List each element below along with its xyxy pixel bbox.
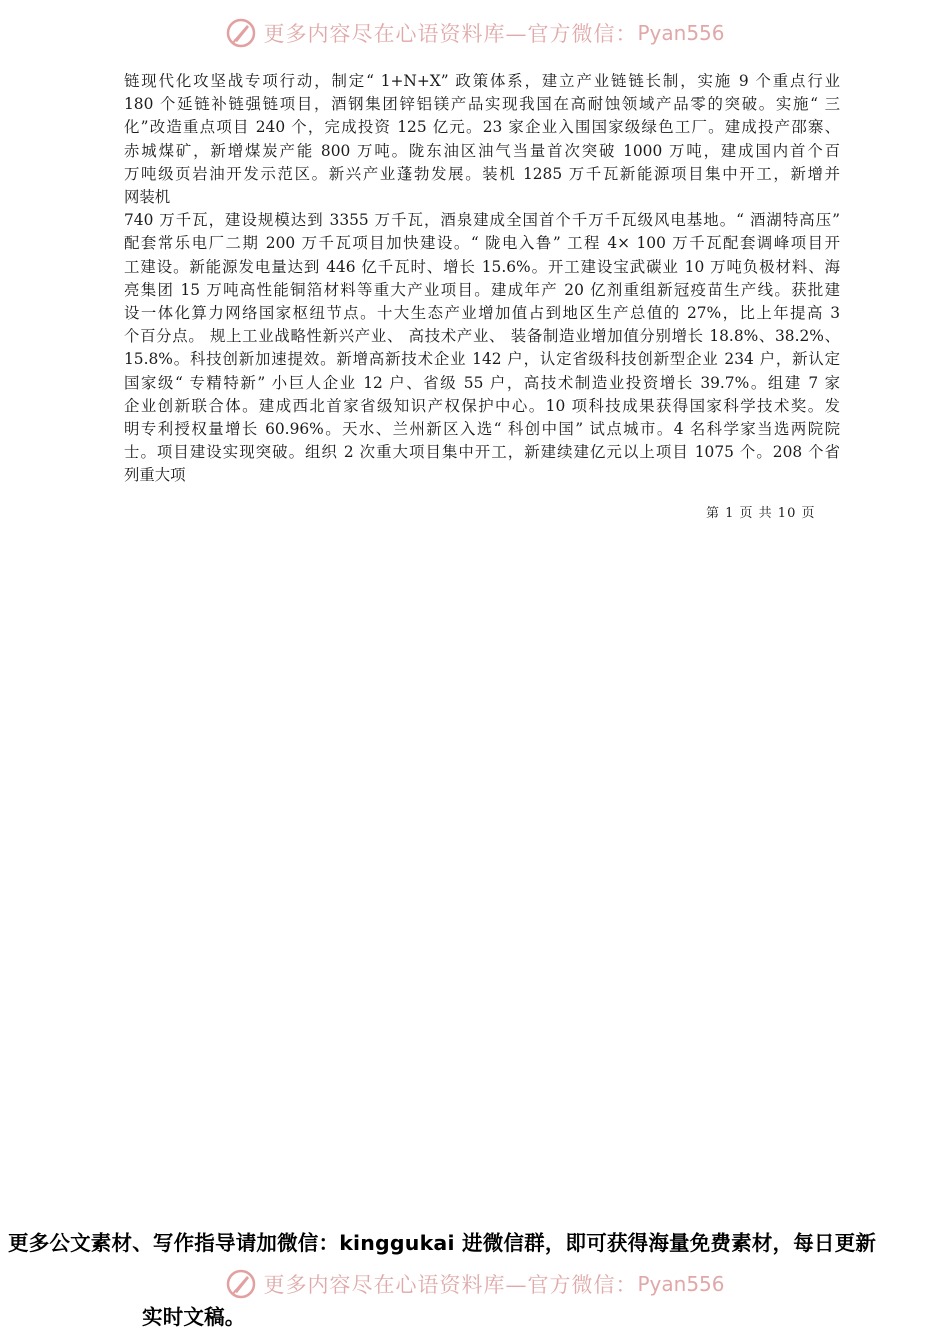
body-line: 明专利授权量增长 60.96%。天水、兰州新区入选“ 科创中国” 试点城市。4 名科学家当选两院院: [124, 420, 840, 439]
promo-line-1: 更多公文素材、写作指导请加微信：kinggukai 进微信群，即可获得海量免费素材，每日更新: [8, 1231, 877, 1255]
body-line: 国家级“ 专精特新” 小巨人企业 12 户、省级 55 户，高技术制造业投资增长 39.7%。组建 7 家: [124, 373, 840, 392]
promo-line-2: 实时文稿。: [142, 1305, 246, 1329]
body-line: 740 万千瓦，建设规模达到 3355 万千瓦，酒泉建成全国首个千万千瓦级风电基地。“ 酒湖特高压”: [124, 211, 840, 230]
quill-logo-icon: [225, 1268, 257, 1300]
body-line: 工建设。新能源发电量达到 446 亿千瓦时、增长 15.6%。开工建设宝武碳业 10 万吨负极材料、海: [124, 257, 840, 276]
document-body: [124, 70, 840, 488]
body-line: 亮集团 15 万吨高性能铜箔材料等重大产业项目。建成年产 20 亿剂重组新冠疫苗生产线。获批建: [124, 280, 840, 299]
body-line: 15.8%。科技创新加速提效。新增高新技术企业 142 户，认定省级科技创新型企业 234 户，新认定: [124, 350, 840, 369]
body-line: 万吨级页岩油开发示范区。新兴产业蓬勃发展。装机 1285 万千瓦新能源项目集中开工，新增并: [124, 164, 840, 183]
body-line: 链现代化攻坚战专项行动，制定“ 1+N+X” 政策体系，建立产业链链长制，实施 9 个重点行业: [124, 72, 840, 90]
watermark-text: 更多内容尽在心语资料库—官方微信：: [263, 22, 638, 46]
body-line: 列重大项: [124, 466, 186, 485]
watermark-footer: [0, 1268, 950, 1300]
body-line: 化”改造重点项目 240 个，完成投资 125 亿元。23 家企业入围国家级绿色工厂。建成投产邵寨、: [124, 118, 840, 137]
body-line: 企业创新联合体。建成西北首家省级知识产权保护中心。10 项科技成果获得国家科学技术奖。发: [124, 396, 840, 415]
body-line: 个百分点。 规上工业战略性新兴产业、 高技术产业、 装备制造业增加值分别增长 18.8%、38.2%、: [124, 327, 840, 346]
body-line: 网装机: [124, 188, 171, 207]
watermark-id: Pyan556: [637, 21, 725, 45]
quill-logo-icon: [225, 17, 257, 49]
watermark-header: [0, 17, 950, 49]
body-line: 配套常乐电厂二期 200 万千瓦项目加快建设。“ 陇电入鲁” 工程 4× 100 万千瓦配套调峰项目开: [124, 234, 840, 253]
body-line: 士。项目建设实现突破。组织 2 次重大项目集中开工，新建续建亿元以上项目 1075 个。208 个省: [124, 443, 840, 462]
page-number: 第 1 页 共 10 页: [706, 506, 816, 521]
body-line: 设一体化算力网络国家枢纽节点。十大生态产业增加值占到地区生产总值的 27%，比上年提高 3: [124, 304, 840, 323]
watermark-id: Pyan556: [637, 1272, 725, 1296]
body-line: 赤城煤矿，新增煤炭产能 800 万吨。陇东油区油气当量首次突破 1000 万吨，建成国内首个百: [124, 141, 840, 160]
body-line: 180 个延链补链强链项目，酒钢集团锌铝镁产品实现我国在高耐蚀领域产品零的突破。实施“ 三: [124, 95, 840, 114]
watermark-text: 更多内容尽在心语资料库—官方微信：: [263, 1273, 638, 1297]
